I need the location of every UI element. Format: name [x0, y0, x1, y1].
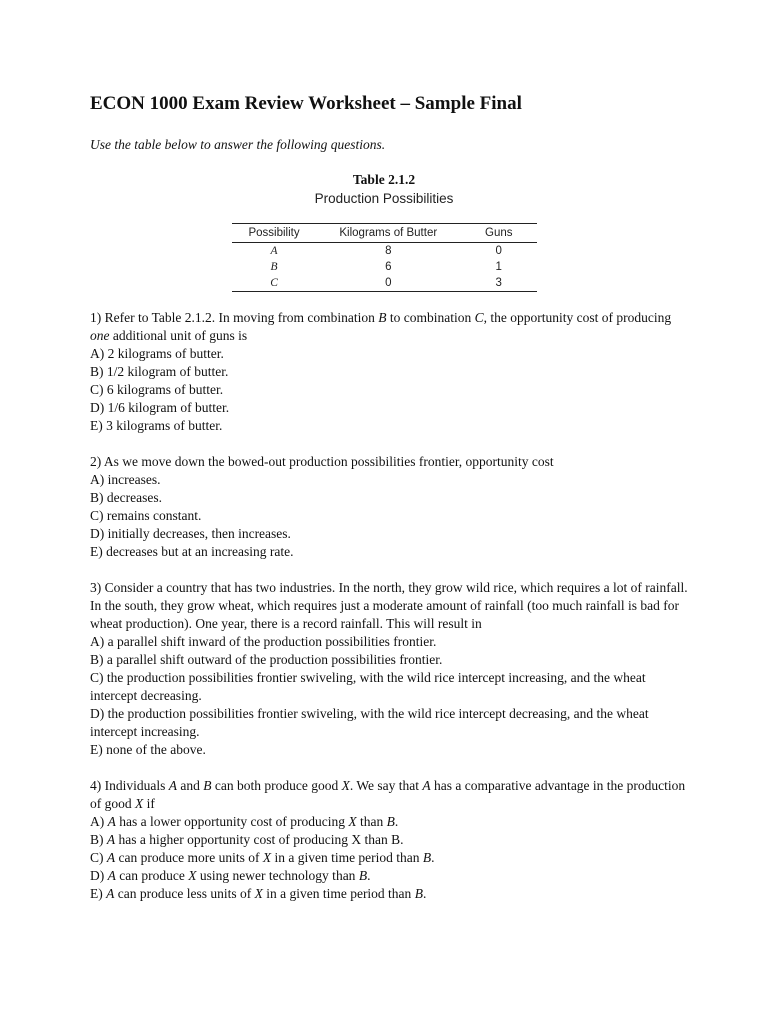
table-row	[232, 275, 537, 292]
answer-option-d: D) initially decreases, then increases.	[90, 526, 291, 541]
question-2	[90, 453, 690, 561]
table-subtitle: Production Possibilities	[314, 191, 454, 206]
answer-option-b: B) 1/2 kilogram of butter.	[90, 364, 229, 379]
answer-option-e: E) none of the above.	[90, 742, 206, 757]
question-stem: 4) Individuals A and B can both produce good X. We say that A has a comparative advantage in the production of good X if	[90, 778, 686, 811]
question-4	[90, 777, 690, 903]
table-header-row	[232, 224, 537, 243]
cell-butter: 8	[385, 245, 392, 257]
instruction-text: Use the table below to answer the following questions.	[90, 137, 386, 152]
answer-option-b: B) a parallel shift outward of the production possibilities frontier.	[90, 652, 443, 667]
answer-option-c: C) remains constant.	[90, 508, 202, 523]
cell-possibility: C	[270, 277, 278, 289]
answer-option-c: C) the production possibilities frontier swiveling, with the wild rice intercept increasing, and the wheat intercept decreasing.	[90, 670, 646, 703]
cell-possibility: B	[270, 261, 278, 273]
answer-option-d: D) the production possibilities frontier swiveling, with the wild rice intercept decreasing, and the wheat intercept increasing.	[90, 706, 649, 739]
answer-option-a: A) 2 kilograms of butter.	[90, 346, 224, 361]
answer-option-e: E) decreases but at an increasing rate.	[90, 544, 294, 559]
table-row	[232, 259, 537, 275]
cell-guns: 1	[495, 261, 502, 273]
page-title: ECON 1000 Exam Review Worksheet – Sample Final	[90, 93, 522, 114]
cell-butter: 0	[385, 277, 392, 289]
answer-option-e: E) 3 kilograms of butter.	[90, 418, 223, 433]
column-header-butter: Kilograms of Butter	[339, 227, 438, 239]
cell-guns: 3	[495, 277, 502, 289]
production-possibilities-table	[232, 223, 537, 292]
question-list	[90, 309, 690, 921]
question-stem: 3) Consider a country that has two industries. In the north, they grow wild rice, which requires a lot of rainfall. In the south, they grow wheat, which requires just a moderate amount of rainfall (too much rainfall is bad for wheat production). One year, there is a record rainfall. This will result in	[90, 580, 688, 631]
answer-option-d: D) 1/6 kilogram of butter.	[90, 400, 230, 415]
question-stem: 1) Refer to Table 2.1.2. In moving from combination B to combination C, the opportunity cost of producing one additional unit of guns is	[90, 310, 672, 343]
answer-option-e: E) A can produce less units of X in a given time period than B.	[90, 886, 427, 901]
question-3	[90, 579, 690, 759]
answer-option-a: A) a parallel shift inward of the production possibilities frontier.	[90, 634, 437, 649]
table-row	[232, 243, 537, 260]
column-header-possibility: Possibility	[248, 227, 300, 239]
answer-option-c: C) A can produce more units of X in a given time period than B.	[90, 850, 435, 865]
cell-possibility: A	[270, 245, 278, 257]
answer-option-c: C) 6 kilograms of butter.	[90, 382, 224, 397]
cell-butter: 6	[385, 261, 392, 273]
answer-option-a: A) increases.	[90, 472, 161, 487]
answer-option-a: A) A has a lower opportunity cost of producing X than B.	[90, 814, 399, 829]
question-stem: 2) As we move down the bowed-out production possibilities frontier, opportunity cost	[90, 454, 554, 469]
answer-option-b: B) decreases.	[90, 490, 162, 505]
column-header-guns: Guns	[485, 227, 513, 239]
cell-guns: 0	[495, 245, 502, 257]
answer-option-d: D) A can produce X using newer technology than B.	[90, 868, 371, 883]
table-title: Table 2.1.2	[352, 172, 416, 187]
answer-option-b: B) A has a higher opportunity cost of producing X than B.	[90, 832, 404, 847]
question-1	[90, 309, 690, 435]
